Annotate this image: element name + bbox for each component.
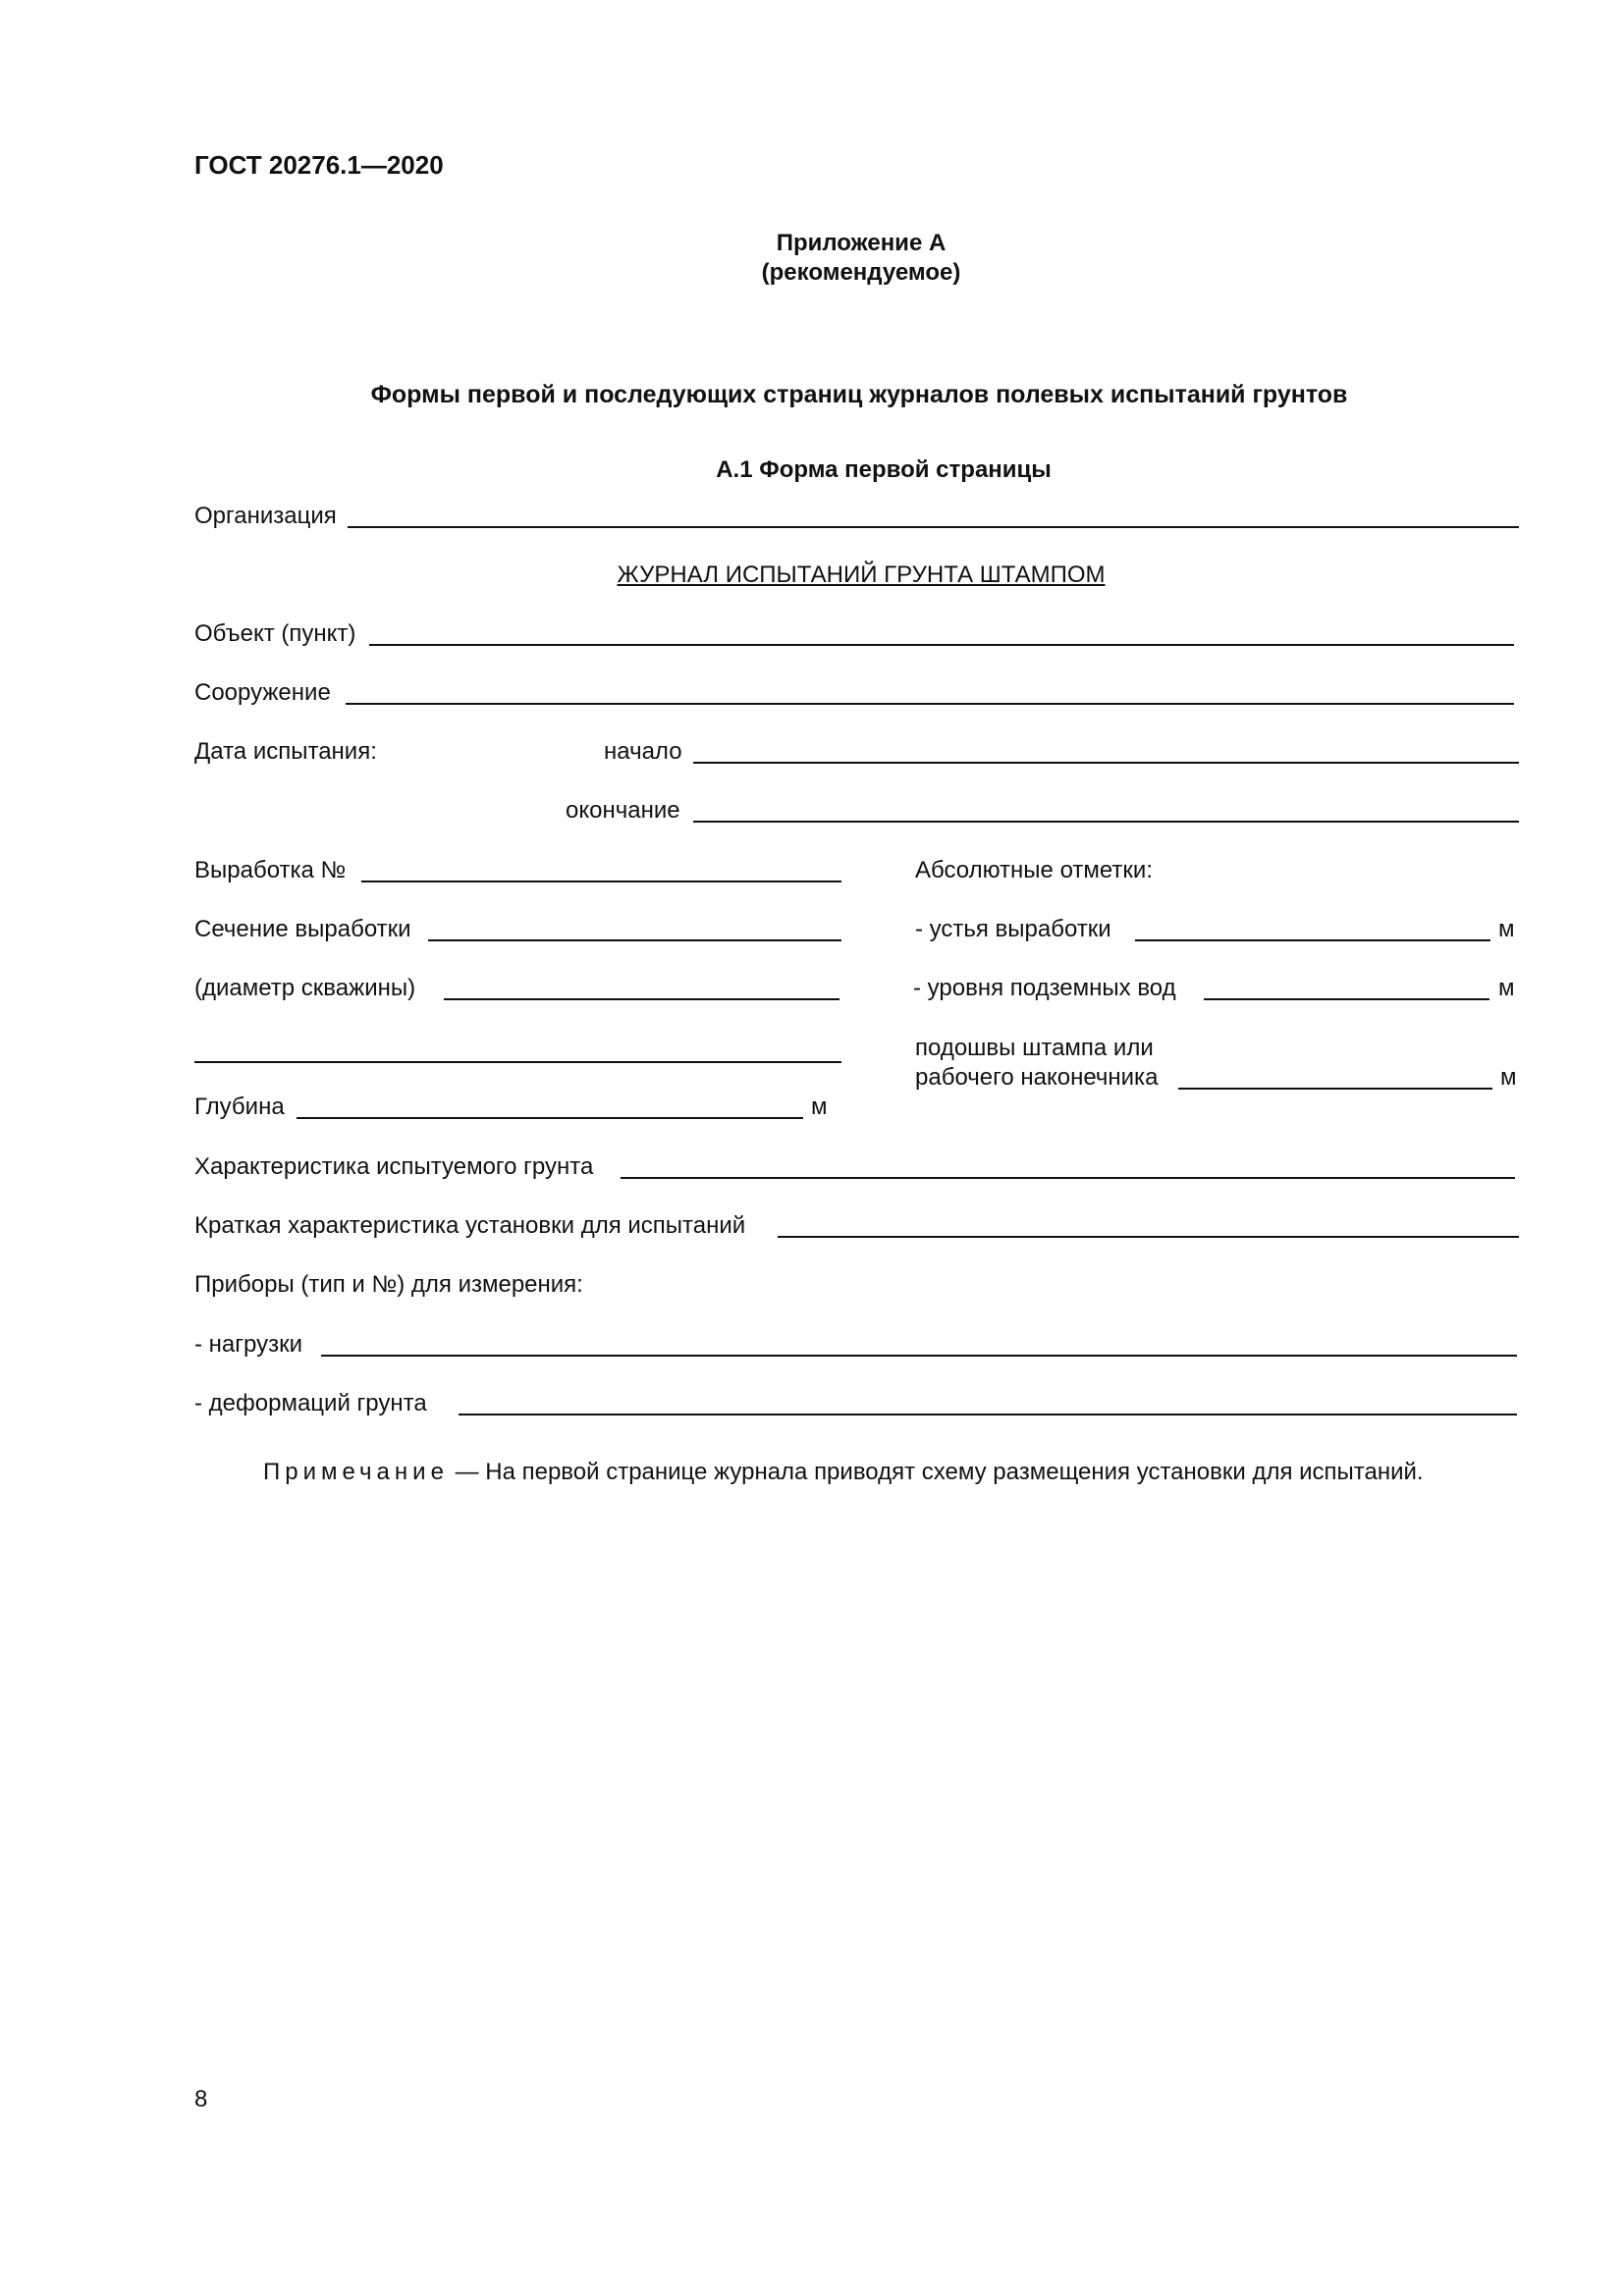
end-field — [693, 821, 1519, 823]
extra-field-line — [194, 1061, 841, 1063]
depth-label: Глубина — [194, 1094, 285, 1120]
standard-code: ГОСТ 20276.1—2020 — [194, 150, 444, 180]
section-heading: Формы первой и последующих страниц журналов полевых испытаний грунтов — [370, 381, 1348, 408]
note — [263, 1459, 1424, 1486]
test-date-label: Дата испытания: — [194, 738, 377, 765]
structure-label: Сооружение — [194, 679, 331, 706]
start-label: начало — [604, 738, 682, 765]
stamp-base-unit: м — [1500, 1064, 1517, 1091]
setup-characteristic-field — [778, 1236, 1519, 1238]
organization-field — [348, 526, 1519, 528]
excavation-no-label: Выработка № — [194, 857, 347, 883]
deformation-field — [459, 1414, 1517, 1415]
stamp-base-label-1: подошвы штампа или — [915, 1035, 1154, 1061]
object-label: Объект (пункт) — [194, 620, 356, 647]
note-text: — На первой странице журнала приводят схему размещения установки для испытаний. — [448, 1459, 1424, 1485]
groundwater-label: - уровня подземных вод — [913, 975, 1176, 1001]
structure-field — [346, 703, 1514, 705]
note-label: Примечание — [263, 1459, 449, 1485]
groundwater-field — [1204, 998, 1489, 1000]
soil-characteristic-field — [621, 1177, 1515, 1179]
mouth-field — [1135, 939, 1490, 941]
excavation-section-label: Сечение выработки — [194, 916, 411, 942]
mouth-label: - устья выработки — [915, 916, 1111, 942]
excavation-no-field — [361, 881, 841, 882]
object-field — [369, 644, 1514, 646]
end-label: окончание — [566, 797, 680, 824]
mouth-unit: м — [1498, 916, 1515, 942]
load-field — [321, 1355, 1517, 1357]
borehole-diameter-field — [444, 998, 839, 1000]
deformation-label: - деформаций грунта — [194, 1390, 427, 1416]
soil-characteristic-label: Характеристика испытуемого грунта — [194, 1153, 594, 1180]
excavation-section-field — [428, 939, 841, 941]
groundwater-unit: м — [1498, 975, 1515, 1001]
start-field — [693, 762, 1519, 764]
organization-label: Организация — [194, 503, 337, 529]
stamp-base-label-2: рабочего наконечника — [915, 1064, 1159, 1091]
borehole-diameter-label: (диаметр скважины) — [194, 975, 416, 1001]
section-subheading: А.1 Форма первой страницы — [716, 456, 1052, 483]
depth-unit: м — [811, 1094, 828, 1120]
abs-marks-label: Абсолютные отметки: — [915, 857, 1153, 883]
setup-characteristic-label: Краткая характеристика установки для испытаний — [194, 1212, 746, 1239]
appendix-status: (рекомендуемое) — [761, 259, 961, 286]
depth-field — [297, 1117, 803, 1119]
stamp-base-field — [1178, 1088, 1492, 1090]
appendix-title: Приложение А — [776, 230, 947, 256]
instruments-label: Приборы (тип и №) для измерения: — [194, 1271, 583, 1298]
load-label: - нагрузки — [194, 1331, 303, 1358]
journal-title: ЖУРНАЛ ИСПЫТАНИЙ ГРУНТА ШТАМПОМ — [617, 561, 1106, 588]
page-number: 8 — [194, 2086, 208, 2112]
